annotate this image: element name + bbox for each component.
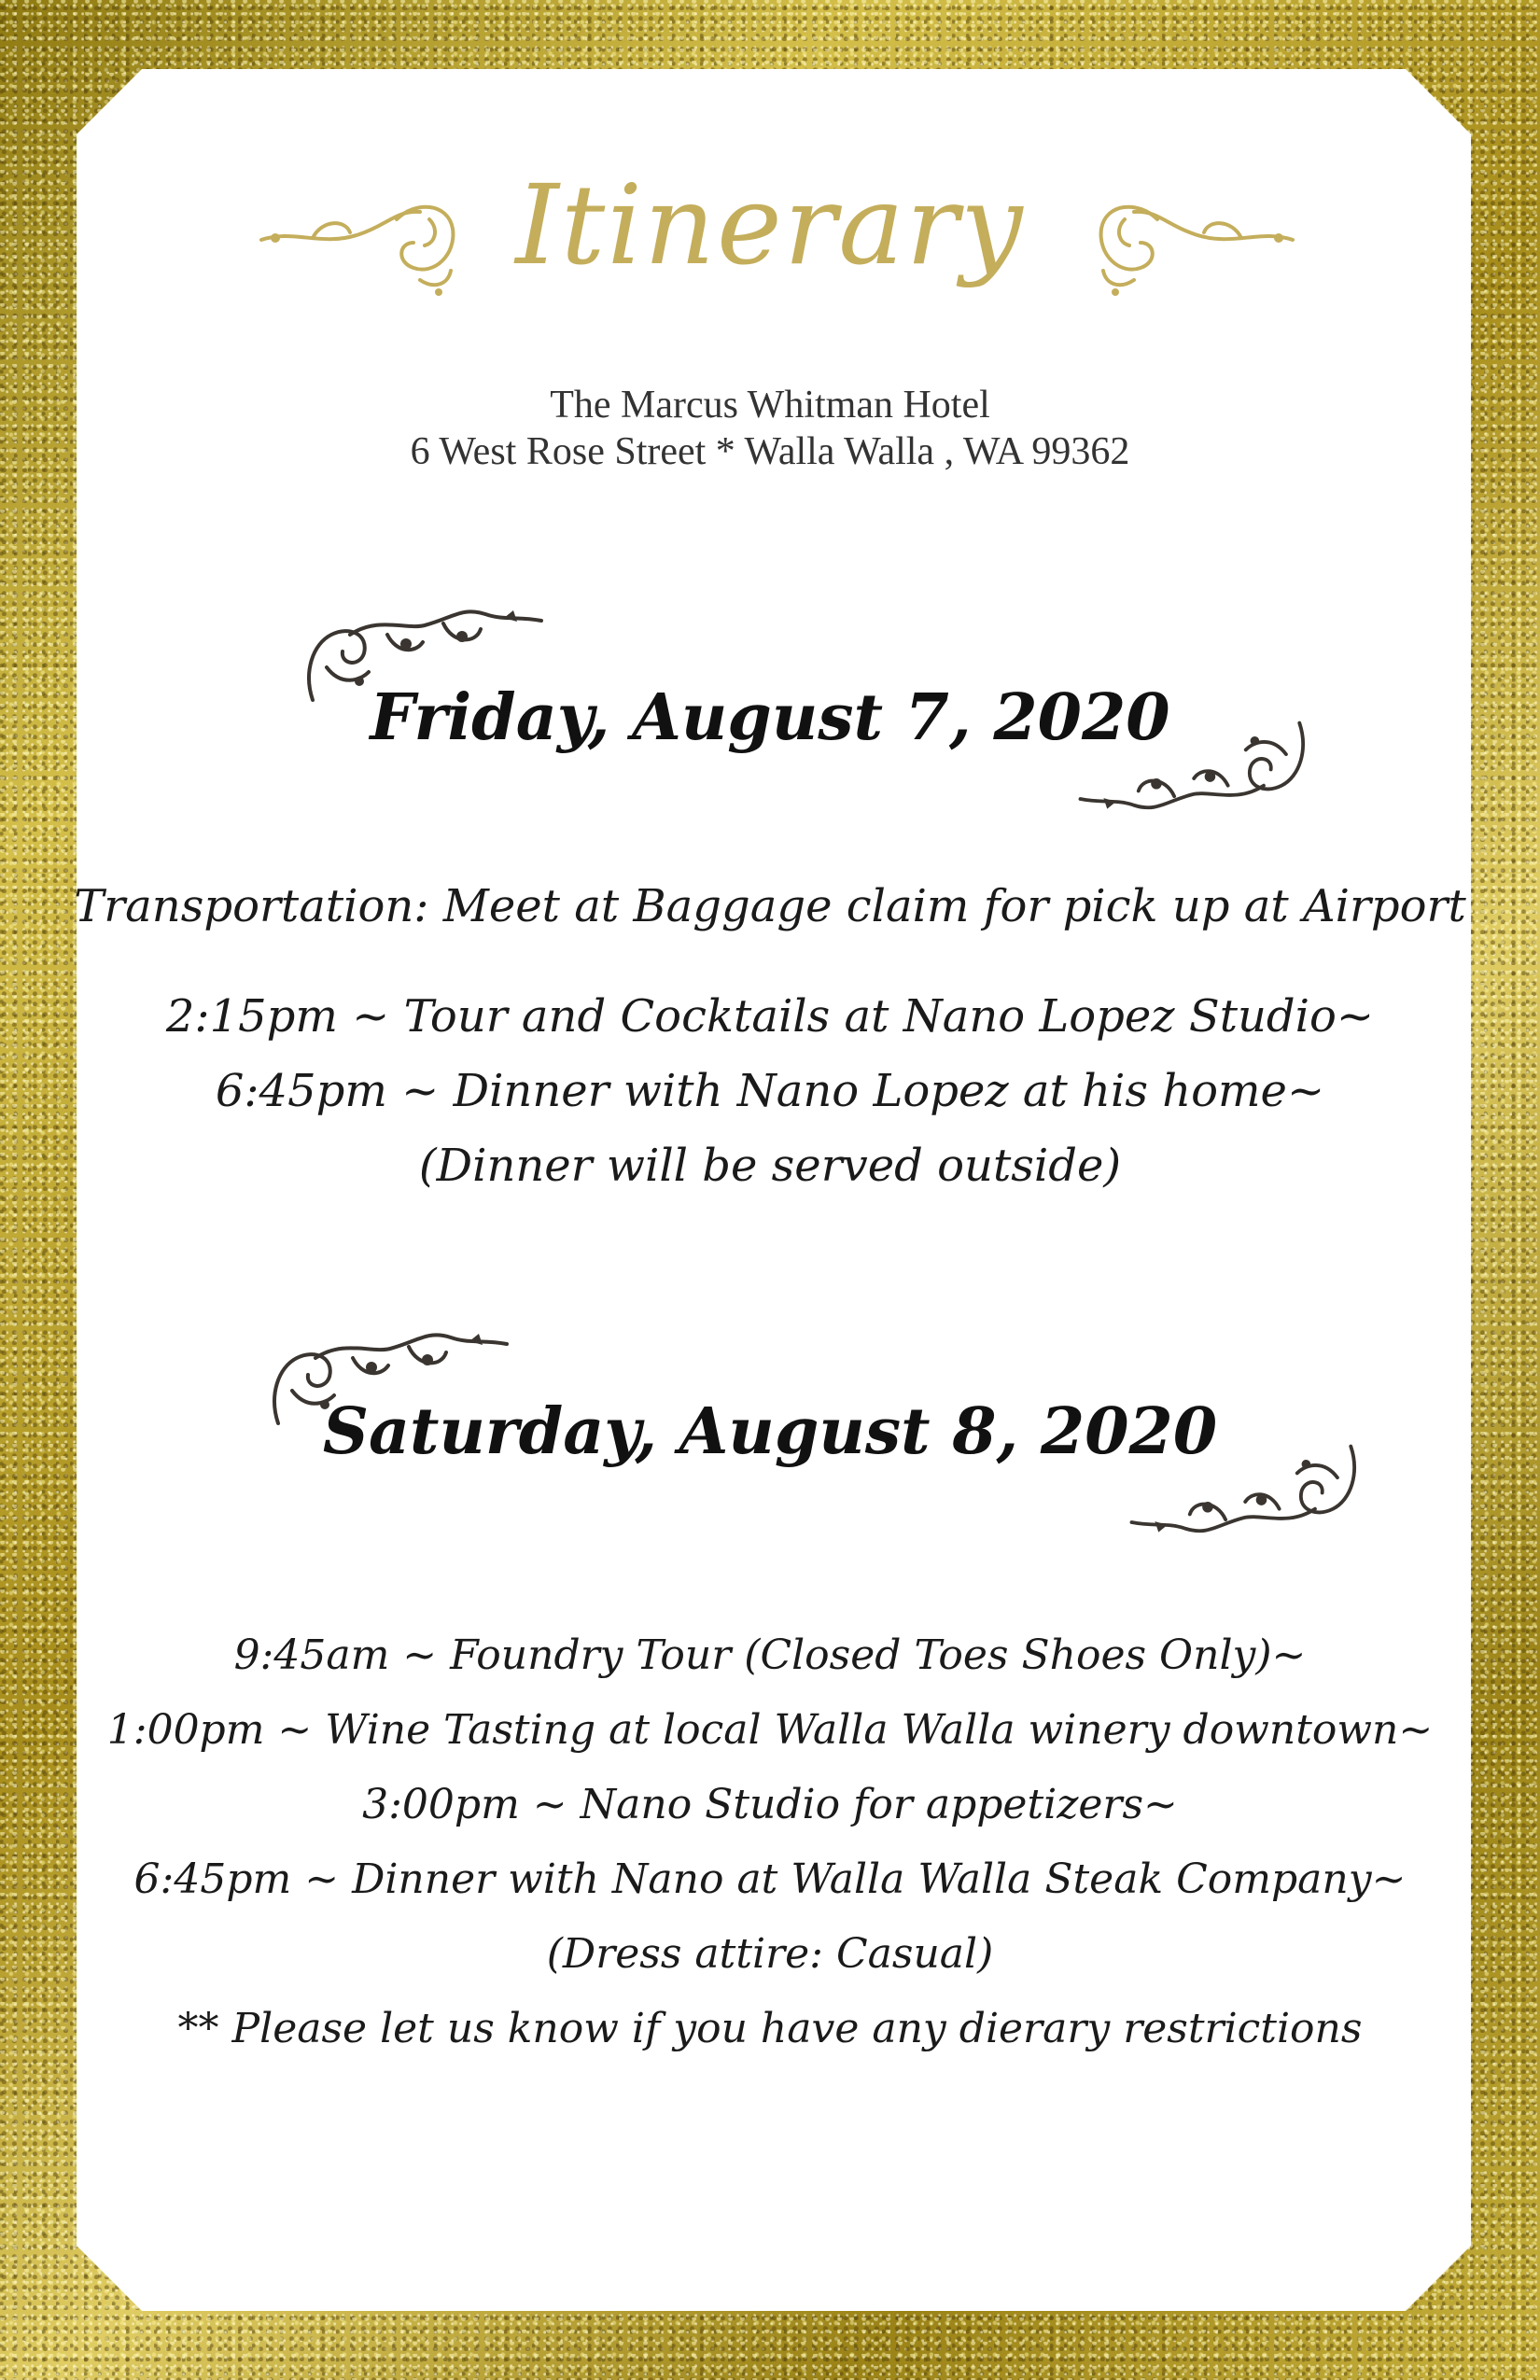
hotel-name: The Marcus Whitman Hotel bbox=[550, 384, 990, 427]
friday-item: (Dinner will be served outside) bbox=[418, 1140, 1122, 1192]
saturday-item: 6:45pm ~ Dinner with Nano at Walla Walla Steak Company~ bbox=[133, 1855, 1407, 1903]
saturday-item: 1:00pm ~ Wine Tasting at local Walla Walla winery downtown~ bbox=[106, 1706, 1434, 1754]
dietary-note: ** Please let us know if you have any dierary restrictions bbox=[177, 2005, 1363, 2052]
saturday-item: (Dress attire: Casual) bbox=[546, 1930, 994, 1978]
saturday-item: 3:00pm ~ Nano Studio for appetizers~ bbox=[362, 1781, 1178, 1828]
saturday-item: 9:45am ~ Foundry Tour (Closed Toes Shoes Only)~ bbox=[233, 1631, 1307, 1679]
friday-item: 2:15pm ~ Tour and Cocktails at Nano Lopez Studio~ bbox=[165, 990, 1375, 1043]
transportation-note: Transportation: Meet at Baggage claim for pick up at Airport bbox=[74, 880, 1466, 932]
page-title: Itinerary bbox=[515, 161, 1025, 289]
friday-heading: Friday, August 7, 2020 bbox=[370, 680, 1170, 755]
saturday-heading: Saturday, August 8, 2020 bbox=[322, 1394, 1218, 1469]
friday-item: 6:45pm ~ Dinner with Nano Lopez at his home~ bbox=[215, 1065, 1325, 1117]
hotel-address: 6 West Rose Street * Walla Walla , WA 99362 bbox=[410, 430, 1130, 473]
